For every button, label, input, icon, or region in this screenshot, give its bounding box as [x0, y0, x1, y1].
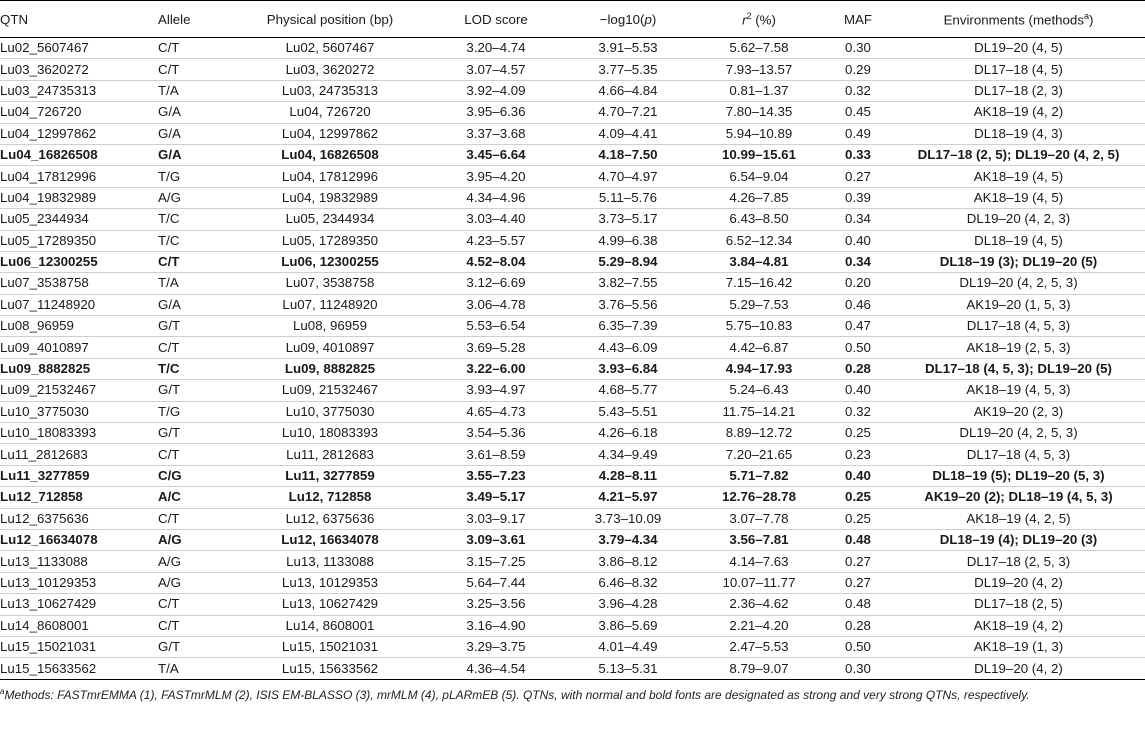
table-row	[0, 102, 1145, 123]
cell-maf: 0.32	[824, 80, 892, 101]
cell-lod: 5.64–7.44	[430, 572, 562, 593]
cell-logp: 4.68–5.77	[562, 380, 694, 401]
cell-maf: 0.45	[824, 102, 892, 123]
cell-maf: 0.25	[824, 487, 892, 508]
cell-logp: 3.91–5.53	[562, 38, 694, 59]
cell-maf: 0.27	[824, 166, 892, 187]
cell-position: Lu12, 6375636	[230, 508, 430, 529]
cell-allele: T/C	[158, 209, 230, 230]
cell-qtn: Lu08_96959	[0, 316, 158, 337]
header-logp	[562, 1, 694, 38]
cell-r2: 4.94–17.93	[694, 358, 824, 379]
cell-logp: 4.09–4.41	[562, 123, 694, 144]
cell-allele: A/G	[158, 529, 230, 550]
cell-lod: 3.25–3.56	[430, 594, 562, 615]
cell-allele: T/A	[158, 80, 230, 101]
cell-position: Lu14, 8608001	[230, 615, 430, 636]
cell-position: Lu04, 17812996	[230, 166, 430, 187]
cell-maf: 0.50	[824, 337, 892, 358]
cell-lod: 3.06–4.78	[430, 294, 562, 315]
cell-maf: 0.30	[824, 658, 892, 679]
cell-position: Lu07, 11248920	[230, 294, 430, 315]
cell-maf: 0.33	[824, 144, 892, 165]
cell-logp: 4.34–9.49	[562, 444, 694, 465]
table-row	[0, 316, 1145, 337]
cell-r2: 2.47–5.53	[694, 636, 824, 657]
cell-lod: 3.16–4.90	[430, 615, 562, 636]
cell-allele: C/T	[158, 59, 230, 80]
cell-logp: 4.43–6.09	[562, 337, 694, 358]
cell-env: DL17–18 (4, 5, 3)	[892, 444, 1145, 465]
cell-r2: 0.81–1.37	[694, 80, 824, 101]
cell-env: AK18–19 (4, 2, 5)	[892, 508, 1145, 529]
cell-position: Lu13, 10627429	[230, 594, 430, 615]
cell-logp: 4.66–4.84	[562, 80, 694, 101]
cell-env: DL18–19 (4, 3)	[892, 123, 1145, 144]
cell-env: DL18–19 (3); DL19–20 (5)	[892, 251, 1145, 272]
cell-position: Lu04, 19832989	[230, 187, 430, 208]
cell-logp: 5.43–5.51	[562, 401, 694, 422]
cell-position: Lu04, 16826508	[230, 144, 430, 165]
cell-allele: C/T	[158, 444, 230, 465]
cell-logp: 4.21–5.97	[562, 487, 694, 508]
cell-env: DL19–20 (4, 2)	[892, 658, 1145, 679]
cell-position: Lu03, 3620272	[230, 59, 430, 80]
cell-maf: 0.40	[824, 380, 892, 401]
cell-position: Lu08, 96959	[230, 316, 430, 337]
cell-logp: 3.79–4.34	[562, 529, 694, 550]
cell-qtn: Lu12_16634078	[0, 529, 158, 550]
cell-env: AK18–19 (4, 5)	[892, 166, 1145, 187]
table-row	[0, 401, 1145, 422]
cell-maf: 0.40	[824, 230, 892, 251]
cell-maf: 0.50	[824, 636, 892, 657]
cell-env: AK18–19 (4, 5, 3)	[892, 380, 1145, 401]
cell-position: Lu10, 3775030	[230, 401, 430, 422]
table-row	[0, 594, 1145, 615]
cell-logp: 4.99–6.38	[562, 230, 694, 251]
cell-allele: T/A	[158, 658, 230, 679]
cell-allele: T/C	[158, 230, 230, 251]
cell-allele: C/T	[158, 337, 230, 358]
cell-r2: 3.07–7.78	[694, 508, 824, 529]
cell-position: Lu04, 12997862	[230, 123, 430, 144]
cell-position: Lu12, 16634078	[230, 529, 430, 550]
header-position: Physical position (bp)	[230, 1, 430, 38]
cell-env: AK18–19 (4, 2)	[892, 102, 1145, 123]
table-row	[0, 444, 1145, 465]
cell-env: DL17–18 (2, 5, 3)	[892, 551, 1145, 572]
table-footnote	[0, 683, 1140, 704]
cell-qtn: Lu10_18083393	[0, 423, 158, 444]
cell-maf: 0.30	[824, 38, 892, 59]
cell-qtn: Lu10_3775030	[0, 401, 158, 422]
cell-maf: 0.39	[824, 187, 892, 208]
cell-logp: 3.86–5.69	[562, 615, 694, 636]
cell-qtn: Lu05_2344934	[0, 209, 158, 230]
cell-logp: 4.01–4.49	[562, 636, 694, 657]
cell-logp: 5.13–5.31	[562, 658, 694, 679]
table-row	[0, 337, 1145, 358]
cell-lod: 3.29–3.75	[430, 636, 562, 657]
cell-allele: G/A	[158, 144, 230, 165]
cell-qtn: Lu13_10129353	[0, 572, 158, 593]
cell-allele: T/G	[158, 401, 230, 422]
cell-r2: 3.56–7.81	[694, 529, 824, 550]
cell-lod: 3.07–4.57	[430, 59, 562, 80]
cell-allele: C/T	[158, 508, 230, 529]
cell-logp: 3.96–4.28	[562, 594, 694, 615]
cell-env: DL18–19 (5); DL19–20 (5, 3)	[892, 465, 1145, 486]
cell-position: Lu13, 10129353	[230, 572, 430, 593]
cell-lod: 4.52–8.04	[430, 251, 562, 272]
cell-maf: 0.48	[824, 529, 892, 550]
table-header-row	[0, 1, 1145, 38]
cell-allele: T/C	[158, 358, 230, 379]
cell-logp: 3.93–6.84	[562, 358, 694, 379]
cell-r2: 4.26–7.85	[694, 187, 824, 208]
table-row	[0, 38, 1145, 59]
table-body	[0, 38, 1145, 680]
cell-maf: 0.27	[824, 551, 892, 572]
cell-env: AK18–19 (2, 5, 3)	[892, 337, 1145, 358]
header-logp-var: p	[644, 11, 652, 27]
cell-maf: 0.34	[824, 209, 892, 230]
cell-qtn: Lu15_15021031	[0, 636, 158, 657]
header-qtn: QTN	[0, 1, 158, 38]
cell-allele: A/C	[158, 487, 230, 508]
cell-qtn: Lu14_8608001	[0, 615, 158, 636]
cell-lod: 4.65–4.73	[430, 401, 562, 422]
cell-qtn: Lu06_12300255	[0, 251, 158, 272]
cell-env: DL18–19 (4, 5)	[892, 230, 1145, 251]
cell-qtn: Lu13_10627429	[0, 594, 158, 615]
cell-logp: 3.86–8.12	[562, 551, 694, 572]
cell-env: AK18–19 (4, 5)	[892, 187, 1145, 208]
cell-lod: 3.93–4.97	[430, 380, 562, 401]
cell-logp: 4.18–7.50	[562, 144, 694, 165]
cell-qtn: Lu09_8882825	[0, 358, 158, 379]
cell-position: Lu10, 18083393	[230, 423, 430, 444]
cell-lod: 3.61–8.59	[430, 444, 562, 465]
header-lod: LOD score	[430, 1, 562, 38]
header-logp-post: )	[651, 11, 657, 27]
cell-env: AK19–20 (2, 3)	[892, 401, 1145, 422]
cell-lod: 3.92–4.09	[430, 80, 562, 101]
cell-qtn: Lu12_6375636	[0, 508, 158, 529]
cell-maf: 0.28	[824, 615, 892, 636]
cell-env: DL19–20 (4, 2, 3)	[892, 209, 1145, 230]
cell-lod: 3.49–5.17	[430, 487, 562, 508]
cell-r2: 7.80–14.35	[694, 102, 824, 123]
cell-env: AK19–20 (2); DL18–19 (4, 5, 3)	[892, 487, 1145, 508]
cell-position: Lu09, 21532467	[230, 380, 430, 401]
header-r2-sup: 2	[746, 10, 752, 21]
cell-qtn: Lu09_4010897	[0, 337, 158, 358]
cell-qtn: Lu13_1133088	[0, 551, 158, 572]
table-row	[0, 636, 1145, 657]
table-row	[0, 358, 1145, 379]
cell-r2: 5.62–7.58	[694, 38, 824, 59]
cell-allele: G/A	[158, 102, 230, 123]
cell-r2: 2.21–4.20	[694, 615, 824, 636]
cell-env: AK18–19 (4, 2)	[892, 615, 1145, 636]
cell-r2: 10.99–15.61	[694, 144, 824, 165]
cell-env: AK18–19 (1, 3)	[892, 636, 1145, 657]
cell-lod: 3.09–3.61	[430, 529, 562, 550]
cell-allele: C/T	[158, 251, 230, 272]
header-env-text: Environments (methods	[943, 12, 1084, 28]
cell-qtn: Lu15_15633562	[0, 658, 158, 679]
cell-position: Lu02, 5607467	[230, 38, 430, 59]
cell-position: Lu11, 2812683	[230, 444, 430, 465]
table-row	[0, 465, 1145, 486]
cell-lod: 3.45–6.64	[430, 144, 562, 165]
header-r2-post: (%)	[751, 12, 776, 28]
cell-logp: 4.70–7.21	[562, 102, 694, 123]
table-row	[0, 529, 1145, 550]
cell-qtn: Lu04_19832989	[0, 187, 158, 208]
cell-maf: 0.20	[824, 273, 892, 294]
cell-position: Lu04, 726720	[230, 102, 430, 123]
cell-r2: 2.36–4.62	[694, 594, 824, 615]
table-row	[0, 294, 1145, 315]
cell-position: Lu09, 8882825	[230, 358, 430, 379]
table-row	[0, 251, 1145, 272]
footnote-marker: a	[0, 687, 5, 696]
cell-position: Lu05, 2344934	[230, 209, 430, 230]
cell-allele: C/T	[158, 594, 230, 615]
header-env-post: )	[1089, 12, 1094, 28]
table-row	[0, 144, 1145, 165]
cell-logp: 3.76–5.56	[562, 294, 694, 315]
table-row	[0, 230, 1145, 251]
cell-r2: 5.71–7.82	[694, 465, 824, 486]
cell-r2: 4.42–6.87	[694, 337, 824, 358]
cell-position: Lu06, 12300255	[230, 251, 430, 272]
table-row	[0, 380, 1145, 401]
cell-maf: 0.27	[824, 572, 892, 593]
cell-maf: 0.49	[824, 123, 892, 144]
cell-maf: 0.47	[824, 316, 892, 337]
table-row	[0, 166, 1145, 187]
cell-lod: 3.54–5.36	[430, 423, 562, 444]
cell-qtn: Lu03_24735313	[0, 80, 158, 101]
cell-maf: 0.46	[824, 294, 892, 315]
table-row	[0, 615, 1145, 636]
table-row	[0, 123, 1145, 144]
cell-position: Lu03, 24735313	[230, 80, 430, 101]
cell-maf: 0.34	[824, 251, 892, 272]
cell-allele: G/T	[158, 636, 230, 657]
cell-lod: 4.36–4.54	[430, 658, 562, 679]
cell-allele: A/G	[158, 551, 230, 572]
cell-lod: 3.69–5.28	[430, 337, 562, 358]
cell-logp: 3.77–5.35	[562, 59, 694, 80]
table-row	[0, 508, 1145, 529]
table-row	[0, 273, 1145, 294]
cell-r2: 4.14–7.63	[694, 551, 824, 572]
cell-maf: 0.28	[824, 358, 892, 379]
cell-logp: 6.46–8.32	[562, 572, 694, 593]
cell-lod: 3.03–4.40	[430, 209, 562, 230]
cell-env: DL18–19 (4); DL19–20 (3)	[892, 529, 1145, 550]
cell-r2: 8.79–9.07	[694, 658, 824, 679]
cell-r2: 7.93–13.57	[694, 59, 824, 80]
cell-position: Lu07, 3538758	[230, 273, 430, 294]
cell-maf: 0.40	[824, 465, 892, 486]
cell-logp: 5.11–5.76	[562, 187, 694, 208]
cell-r2: 10.07–11.77	[694, 572, 824, 593]
cell-lod: 3.95–6.36	[430, 102, 562, 123]
cell-qtn: Lu11_3277859	[0, 465, 158, 486]
cell-logp: 4.28–8.11	[562, 465, 694, 486]
table-row	[0, 59, 1145, 80]
cell-allele: G/T	[158, 316, 230, 337]
header-r2-var: r	[742, 12, 747, 28]
cell-r2: 5.94–10.89	[694, 123, 824, 144]
cell-allele: A/G	[158, 187, 230, 208]
cell-position: Lu15, 15633562	[230, 658, 430, 679]
cell-logp: 4.70–4.97	[562, 166, 694, 187]
cell-qtn: Lu02_5607467	[0, 38, 158, 59]
cell-allele: G/A	[158, 294, 230, 315]
cell-position: Lu15, 15021031	[230, 636, 430, 657]
cell-lod: 3.12–6.69	[430, 273, 562, 294]
cell-lod: 5.53–6.54	[430, 316, 562, 337]
cell-r2: 7.20–21.65	[694, 444, 824, 465]
header-logp-pre: −log10(	[599, 11, 645, 27]
cell-logp: 3.82–7.55	[562, 273, 694, 294]
cell-r2: 5.75–10.83	[694, 316, 824, 337]
cell-lod: 3.37–3.68	[430, 123, 562, 144]
cell-logp: 3.73–10.09	[562, 508, 694, 529]
cell-env: DL17–18 (2, 5)	[892, 594, 1145, 615]
cell-env: DL19–20 (4, 2, 5, 3)	[892, 273, 1145, 294]
cell-logp: 6.35–7.39	[562, 316, 694, 337]
cell-env: DL19–20 (4, 5)	[892, 38, 1145, 59]
cell-allele: G/T	[158, 380, 230, 401]
cell-maf: 0.23	[824, 444, 892, 465]
cell-qtn: Lu04_726720	[0, 102, 158, 123]
cell-position: Lu11, 3277859	[230, 465, 430, 486]
cell-allele: G/A	[158, 123, 230, 144]
cell-position: Lu12, 712858	[230, 487, 430, 508]
table-row	[0, 209, 1145, 230]
table-row	[0, 187, 1145, 208]
cell-position: Lu13, 1133088	[230, 551, 430, 572]
cell-qtn: Lu03_3620272	[0, 59, 158, 80]
cell-r2: 6.52–12.34	[694, 230, 824, 251]
cell-r2: 5.24–6.43	[694, 380, 824, 401]
cell-r2: 11.75–14.21	[694, 401, 824, 422]
cell-r2: 12.76–28.78	[694, 487, 824, 508]
header-allele: Allele	[158, 1, 230, 38]
cell-lod: 3.55–7.23	[430, 465, 562, 486]
cell-env: DL17–18 (2, 5); DL19–20 (4, 2, 5)	[892, 144, 1145, 165]
cell-allele: T/A	[158, 273, 230, 294]
cell-r2: 7.15–16.42	[694, 273, 824, 294]
cell-logp: 5.29–8.94	[562, 251, 694, 272]
table-row	[0, 658, 1145, 679]
cell-r2: 6.43–8.50	[694, 209, 824, 230]
cell-qtn: Lu05_17289350	[0, 230, 158, 251]
cell-qtn: Lu04_17812996	[0, 166, 158, 187]
cell-qtn: Lu07_11248920	[0, 294, 158, 315]
header-r2	[694, 1, 824, 38]
cell-lod: 4.23–5.57	[430, 230, 562, 251]
cell-env: DL19–20 (4, 2, 5, 3)	[892, 423, 1145, 444]
cell-r2: 6.54–9.04	[694, 166, 824, 187]
cell-allele: T/G	[158, 166, 230, 187]
cell-env: AK19–20 (1, 5, 3)	[892, 294, 1145, 315]
cell-maf: 0.29	[824, 59, 892, 80]
footnote-text: Methods: FASTmrEMMA (1), FASTmrMLM (2), ISIS EM-BLASSO (3), mrMLM (4), pLARmEB (5). QTNs, with normal and bold fonts are designated as strong and very strong QTNs, respectively.	[4, 688, 1030, 702]
cell-logp: 4.26–6.18	[562, 423, 694, 444]
cell-r2: 5.29–7.53	[694, 294, 824, 315]
cell-qtn: Lu12_712858	[0, 487, 158, 508]
cell-lod: 3.22–6.00	[430, 358, 562, 379]
cell-logp: 3.73–5.17	[562, 209, 694, 230]
cell-qtn: Lu04_12997862	[0, 123, 158, 144]
cell-env: DL17–18 (4, 5, 3)	[892, 316, 1145, 337]
cell-qtn: Lu04_16826508	[0, 144, 158, 165]
cell-r2: 3.84–4.81	[694, 251, 824, 272]
cell-allele: A/G	[158, 572, 230, 593]
table-row	[0, 487, 1145, 508]
table-row	[0, 423, 1145, 444]
table-row	[0, 80, 1145, 101]
cell-allele: C/G	[158, 465, 230, 486]
cell-r2: 8.89–12.72	[694, 423, 824, 444]
cell-allele: C/T	[158, 615, 230, 636]
table-row	[0, 572, 1145, 593]
cell-env: DL17–18 (2, 3)	[892, 80, 1145, 101]
cell-qtn: Lu11_2812683	[0, 444, 158, 465]
cell-maf: 0.25	[824, 423, 892, 444]
cell-position: Lu05, 17289350	[230, 230, 430, 251]
cell-lod: 3.03–9.17	[430, 508, 562, 529]
cell-qtn: Lu09_21532467	[0, 380, 158, 401]
cell-maf: 0.48	[824, 594, 892, 615]
cell-lod: 3.15–7.25	[430, 551, 562, 572]
table-row	[0, 551, 1145, 572]
header-env-sup: a	[1083, 10, 1089, 21]
header-maf: MAF	[824, 1, 892, 38]
cell-env: DL17–18 (4, 5, 3); DL19–20 (5)	[892, 358, 1145, 379]
cell-env: DL19–20 (4, 2)	[892, 572, 1145, 593]
cell-lod: 4.34–4.96	[430, 187, 562, 208]
cell-allele: C/T	[158, 38, 230, 59]
cell-lod: 3.95–4.20	[430, 166, 562, 187]
cell-maf: 0.25	[824, 508, 892, 529]
cell-lod: 3.20–4.74	[430, 38, 562, 59]
cell-allele: G/T	[158, 423, 230, 444]
cell-env: DL17–18 (4, 5)	[892, 59, 1145, 80]
cell-position: Lu09, 4010897	[230, 337, 430, 358]
cell-qtn: Lu07_3538758	[0, 273, 158, 294]
cell-maf: 0.32	[824, 401, 892, 422]
header-env	[892, 1, 1145, 38]
